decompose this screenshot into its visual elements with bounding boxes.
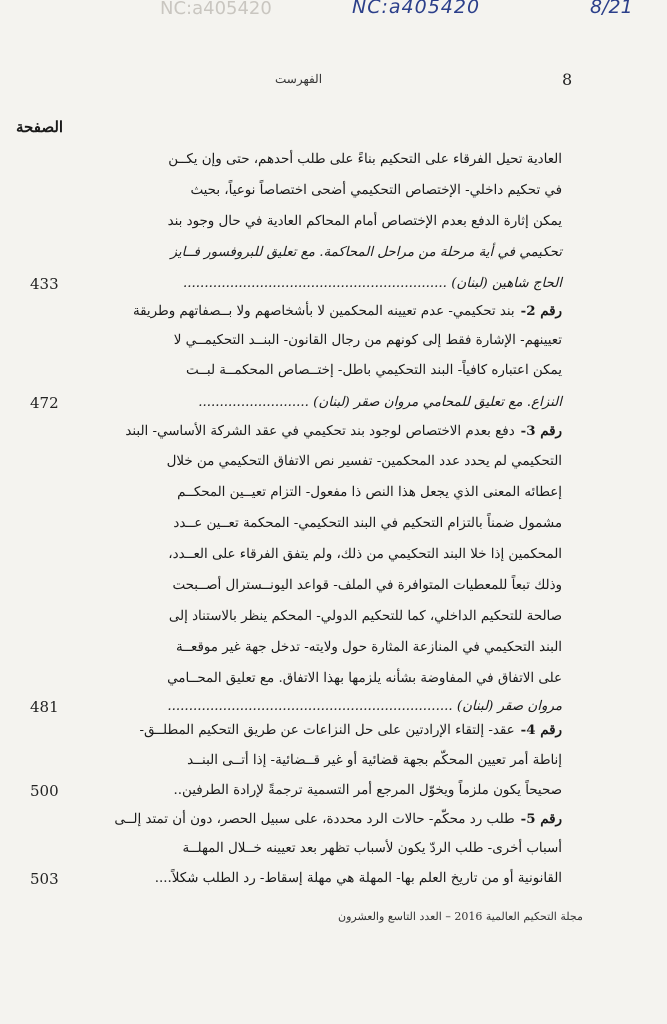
toc-line-text: مشمول ضمناً بالتزام التحكيم في البند التحكيمي- المحكمة تعــين عــدد xyxy=(173,516,562,531)
toc-line xyxy=(0,240,667,266)
toc-line xyxy=(0,573,667,599)
toc-line-text: عقد- إلتقاء الإرادتين على حل النزاعات عن طريق التحكيم المطلــق- xyxy=(139,723,515,738)
toc-line xyxy=(0,147,667,173)
toc-entry-line xyxy=(0,418,667,444)
toc-line-text: وذلك تبعاً للمعطيات المتوافرة في الملف- قواعد اليونــسترال أصــبحت xyxy=(172,578,562,593)
toc-line-text: تحكيمي في أية مرحلة من مراحل المحاكمة. مع تعليق للبروفسور فــايز xyxy=(170,245,562,260)
page-column-title: الصفحة xyxy=(16,118,64,136)
toc-page-ref: 503 xyxy=(30,870,59,888)
toc-line-text: طلب رد محكّم- حالات الرد محددة، على سبيل الحصر، دون أن تمتد إلــى xyxy=(114,812,515,827)
toc-line-text: إعطائه المعنى الذي يجعل هذا النص ذا مفعول- التزام تعيــين المحكــم xyxy=(177,485,562,500)
toc-line-text: العادية تحيل الفرقاء على التحكيم بناءً على طلب أحدهم، حتى وإن يكــن xyxy=(168,152,562,167)
toc-line-text: دفع بعدم الاختصاص لوجود بند تحكيمي في عقد الشركة الأساسي- البند xyxy=(125,424,515,439)
toc-entry-line xyxy=(0,298,667,324)
running-header-title: الفهرست xyxy=(275,72,323,86)
toc-entry-number: رقم 2- xyxy=(520,303,562,319)
toc-line-text: بند تحكيمي- عدم تعيينه المحكمين لا بأشخاصهم ولا بــصفاتهم وطريقة xyxy=(132,304,515,319)
toc-line xyxy=(0,271,667,297)
toc-entry-number: رقم 3- xyxy=(520,423,562,439)
toc-entry-line xyxy=(0,717,667,743)
toc-line xyxy=(0,328,667,354)
toc-line-text: يمكن اعتباره كافياً- البند التحكيمي باطل- إختــصاص المحكمــة لبــت xyxy=(185,363,562,378)
journal-footer: مجلة التحكيم العالمية 2016 – العدد التاسع والعشرون xyxy=(338,910,583,923)
toc-line-text: أسباب أخرى- طلب الردّ يكون لأسباب تظهر بعد تعيينه خــلال المهلــة xyxy=(182,841,562,856)
toc-line xyxy=(0,666,667,692)
toc-line-text: صحيحاً يكون ملزماً ويخوّل المرجع أمر التسمية ترجمةً لإرادة الطرفين.. xyxy=(173,783,562,798)
toc-entry-line xyxy=(0,806,667,832)
toc-line xyxy=(0,178,667,204)
toc-line xyxy=(0,449,667,475)
bleed-through-text: NC:a405420 xyxy=(160,0,272,19)
toc-line xyxy=(0,390,667,416)
toc-line-text: صالحة للتحكيم الداخلي، كما للتحكيم الدولي- المحكم ينظر بالاستناد إلى xyxy=(168,609,562,624)
toc-page-ref: 500 xyxy=(30,782,59,800)
toc-line xyxy=(0,209,667,235)
toc-entry-number: رقم 5- xyxy=(520,811,562,827)
toc-line-text: تعيينهم- الإشارة فقط إلى كونهم من رجال القانون- البنــد التحكيمــي لا xyxy=(173,333,562,348)
toc-line-text: البند التحكيمي في المنازعة المثارة حول ولايته- تدخل جهة غير موقعــة xyxy=(175,640,562,655)
toc-line-text: التحكيمي لم يحدد عدد المحكمين- تفسير نص الاتفاق التحكيمي من خلال xyxy=(166,454,562,469)
toc-page-ref: 433 xyxy=(30,275,59,293)
toc-line xyxy=(0,604,667,630)
handwritten-page-mark: 8/21 xyxy=(590,0,633,18)
toc-line-text: مروان صقر (لبنان) ................................................................... xyxy=(167,699,562,714)
toc-line-text: الحاج شاهين (لبنان) .............................................................. xyxy=(183,276,562,291)
toc-line xyxy=(0,866,667,892)
toc-line xyxy=(0,480,667,506)
toc-line-text: القانونية أو من تاريخ العلم بها- المهلة هي مهلة إسقاط- رد الطلب شكلاً.... xyxy=(154,871,562,886)
toc-entry-number: رقم 4- xyxy=(520,722,562,738)
toc-line-text: إناطة أمر تعيين المحكّم بجهة قضائية أو غير قــضائية- إذا أتــى البنــد xyxy=(187,753,562,768)
toc-line-text: على الاتفاق في المفاوضة بشأنه يلزمها بهذا الاتفاق. مع تعليق المحــامي xyxy=(167,671,562,686)
toc-line xyxy=(0,358,667,384)
toc-line xyxy=(0,542,667,568)
toc-line xyxy=(0,778,667,804)
page-number: 8 xyxy=(562,70,573,89)
handwritten-reference-code: NC:a405420 xyxy=(352,0,481,18)
toc-line xyxy=(0,748,667,774)
toc-line-text: النزاع. مع تعليق للمحامي مروان صقر (لبنان) .......................... xyxy=(198,395,562,410)
toc-line xyxy=(0,836,667,862)
toc-line xyxy=(0,511,667,537)
toc-page-ref: 481 xyxy=(30,698,59,716)
toc-page-ref: 472 xyxy=(30,394,59,412)
toc-line xyxy=(0,635,667,661)
toc-line-text: المحكمين إذا خلا البند التحكيمي من ذلك، ولم يتفق الفرقاء على العــدد، xyxy=(168,547,562,562)
toc-line-text: يمكن إثارة الدفع بعدم الإختصاص أمام المحاكم العادية في حال وجود بند xyxy=(167,214,562,229)
toc-line-text: في تحكيم داخلي- الإختصاص التحكيمي أضحى اختصاصاً نوعياً، بحيث xyxy=(190,183,562,198)
